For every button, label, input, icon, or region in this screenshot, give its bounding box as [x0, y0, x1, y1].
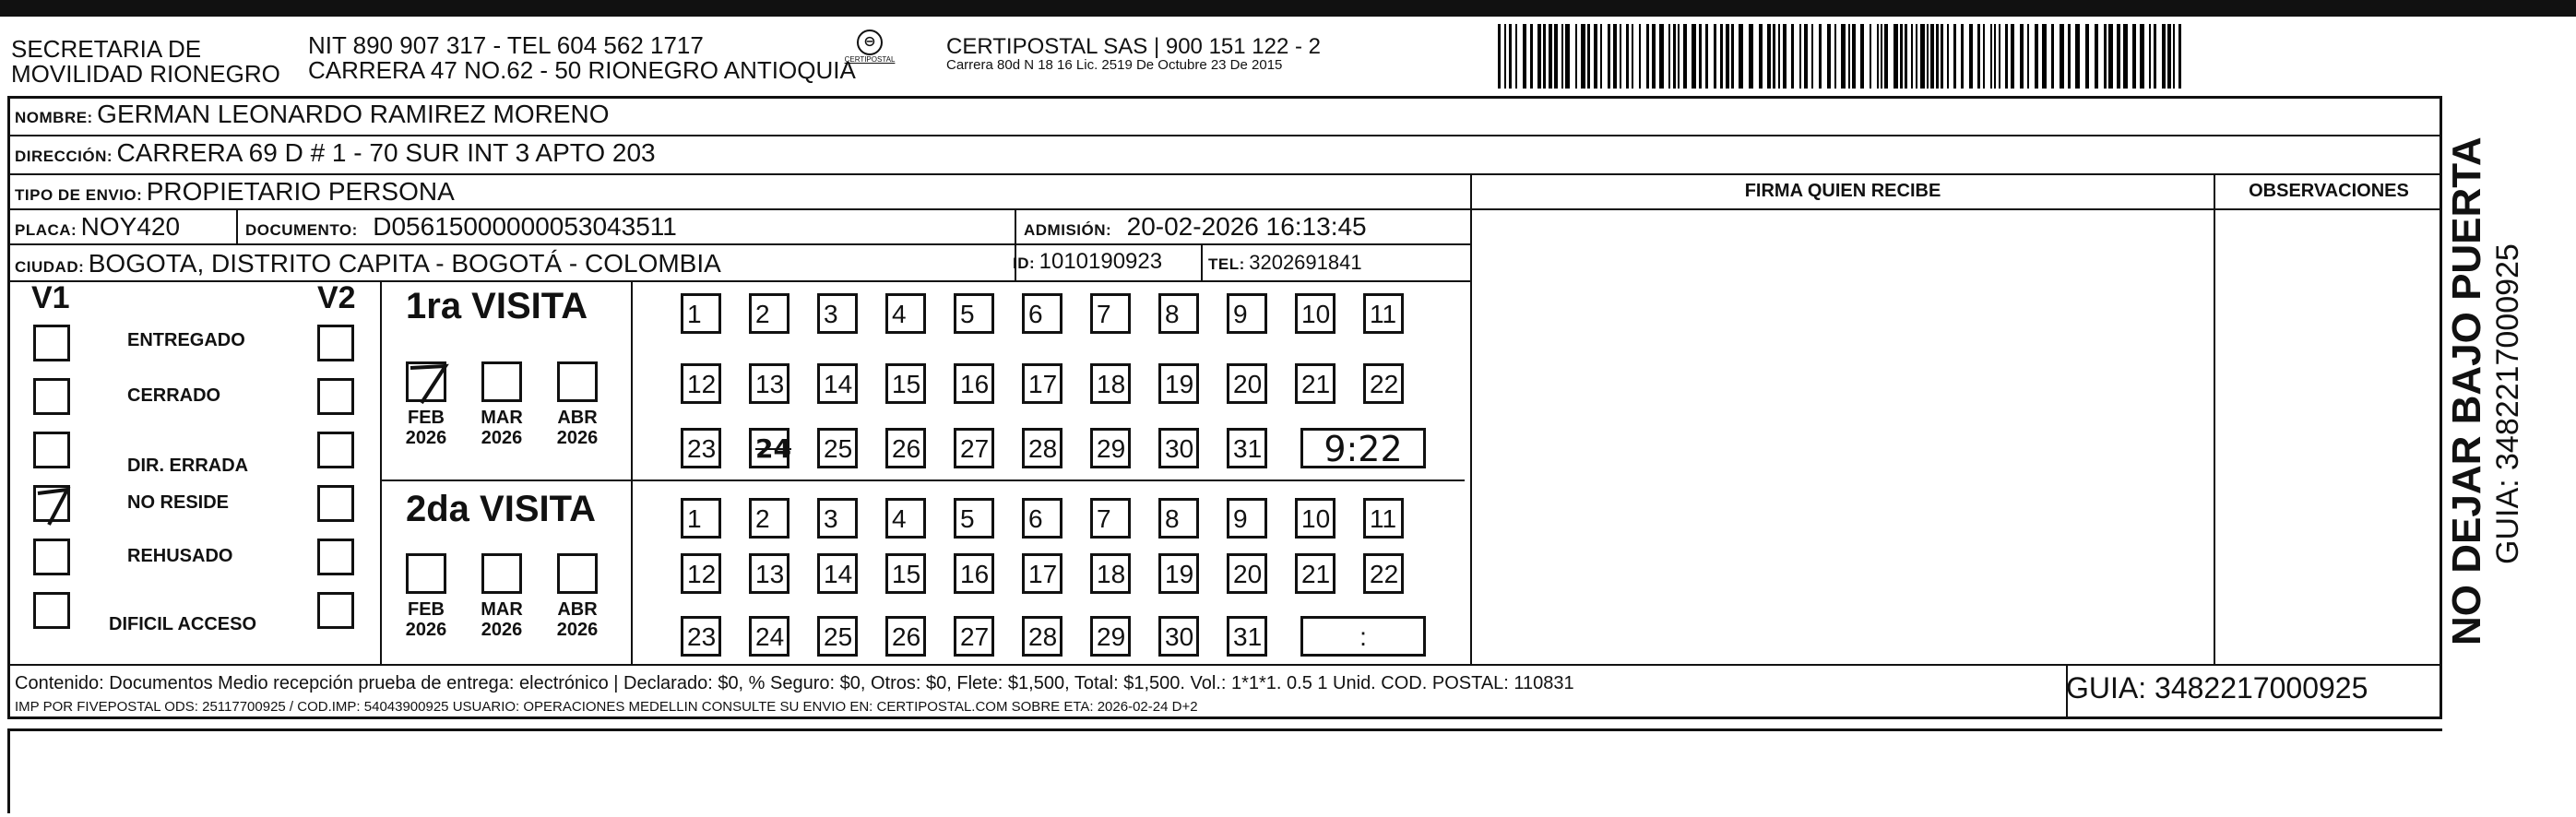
id-field: [1013, 249, 1162, 275]
day-box[interactable]: 28: [1022, 428, 1062, 468]
day-box[interactable]: 12: [681, 553, 721, 594]
day-box[interactable]: 7: [1090, 498, 1131, 539]
ciudad-label: CIUDAD:: [15, 258, 85, 276]
day-box[interactable]: 13: [749, 553, 789, 594]
day-box[interactable]: 5: [954, 293, 994, 334]
row-divider: [7, 135, 2442, 136]
nombre-row: [15, 100, 610, 129]
status-label: DIFICIL ACCESO: [109, 614, 257, 634]
ciudad-field: [15, 249, 721, 278]
day-box[interactable]: 22: [1363, 363, 1404, 404]
day-box[interactable]: 11: [1363, 293, 1404, 334]
side-notice: NO DEJAR BAJO PUERTA: [2444, 136, 2489, 645]
nit-line: NIT 890 907 317 - TEL 604 562 1717: [308, 31, 704, 59]
v2-checkbox[interactable]: [317, 592, 354, 629]
day-box[interactable]: 9: [1227, 498, 1267, 539]
month-checkbox[interactable]: [481, 553, 522, 594]
admision-value: 20-02-2026 16:13:45: [1126, 212, 1367, 241]
tipo-envio-value: PROPIETARIO PERSONA: [146, 177, 455, 206]
col-divider: [2214, 173, 2215, 664]
month-checkbox[interactable]: [406, 361, 446, 402]
bottom-blank-box: [7, 728, 2442, 813]
v1-checkbox[interactable]: [33, 485, 70, 522]
day-box[interactable]: 30: [1158, 616, 1199, 657]
day-box[interactable]: 24: [749, 616, 789, 657]
tel-label: TEL:: [1208, 255, 1245, 273]
nombre-label: NOMBRE:: [15, 109, 93, 126]
row-divider: [7, 280, 1472, 282]
month-label: MAR 2026: [481, 408, 523, 448]
visit2-title: 2da VISITA: [406, 489, 596, 529]
top-black-bar: [0, 0, 2576, 17]
day-box[interactable]: 30: [1158, 428, 1199, 468]
day-box[interactable]: 29: [1090, 616, 1131, 657]
org-contact: [308, 33, 856, 84]
day-box[interactable]: 23: [681, 428, 721, 468]
id-value: 1010190923: [1039, 249, 1163, 274]
day-box[interactable]: 18: [1090, 553, 1131, 594]
ciudad-value: BOGOTA, DISTRITO CAPITA - BOGOTÁ - COLOMBIA: [88, 249, 721, 278]
day-box[interactable]: 3: [817, 498, 858, 539]
visit1-title: 1ra VISITA: [406, 286, 588, 326]
day-box[interactable]: 4: [885, 293, 926, 334]
month-label: FEB 2026: [405, 599, 447, 640]
day-box[interactable]: 3: [817, 293, 858, 334]
day-box[interactable]: 15: [885, 363, 926, 404]
day-box[interactable]: 22: [1363, 553, 1404, 594]
month-checkbox[interactable]: [481, 361, 522, 402]
month-checkbox[interactable]: [557, 553, 598, 594]
day-box[interactable]: 5: [954, 498, 994, 539]
day-box[interactable]: 12: [681, 363, 721, 404]
status-label: DIR. ERRADA: [127, 456, 249, 476]
month-label: FEB 2026: [405, 408, 447, 448]
day-box[interactable]: 19: [1158, 553, 1199, 594]
v1-header: V1: [31, 280, 70, 315]
org-line2: MOVILIDAD RIONEGRO: [11, 60, 280, 89]
day-box[interactable]: 24: [749, 428, 789, 468]
footer-content-line: Contenido: Documentos Medio recepción prueba de entrega: electrónico | Declarado: $0, % Seguro: $0, Otros: $0, Flete: $1,500, Total: $1,500. Vol.: 1*1*1. 0.5 1 Unid. COD. POSTAL: 110831: [15, 673, 1574, 693]
time-box[interactable]: 9:22: [1300, 428, 1426, 468]
day-box[interactable]: 6: [1022, 498, 1062, 539]
carrier-line2: Carrera 80d N 18 16 Lic. 2519 De Octubre 23 De 2015: [946, 57, 1283, 74]
nombre-value: GERMAN LEONARDO RAMIREZ MORENO: [97, 100, 610, 128]
day-box[interactable]: 2: [749, 498, 789, 539]
day-box[interactable]: 29: [1090, 428, 1131, 468]
status-label: REHUSADO: [127, 546, 233, 566]
documento-label: DOCUMENTO:: [245, 221, 358, 239]
logo-text: CERTIPOSTAL: [844, 55, 896, 64]
day-box[interactable]: 10: [1295, 498, 1335, 539]
month-label: ABR 2026: [556, 408, 599, 448]
day-box[interactable]: 26: [885, 428, 926, 468]
day-box[interactable]: 2: [749, 293, 789, 334]
day-box[interactable]: 8: [1158, 498, 1199, 539]
day-box[interactable]: 14: [817, 553, 858, 594]
day-box[interactable]: 14: [817, 363, 858, 404]
admision-label: ADMISIÓN:: [1024, 221, 1112, 239]
v1-checkbox[interactable]: [33, 432, 70, 468]
v2-checkbox[interactable]: [317, 485, 354, 522]
day-box[interactable]: 20: [1227, 553, 1267, 594]
v1-checkbox[interactable]: [33, 592, 70, 629]
placa-field: [15, 212, 180, 242]
row-divider: [7, 664, 2442, 666]
day-box[interactable]: 19: [1158, 363, 1199, 404]
col-divider: [380, 280, 382, 664]
day-box[interactable]: 20: [1227, 363, 1267, 404]
day-box[interactable]: 11: [1363, 498, 1404, 539]
id-label: ID:: [1013, 255, 1036, 272]
day-box[interactable]: 27: [954, 428, 994, 468]
day-box[interactable]: 21: [1295, 363, 1335, 404]
col-divider: [1470, 173, 1472, 664]
row-divider: [7, 243, 1472, 245]
day-box[interactable]: 9: [1227, 293, 1267, 334]
row-divider: [7, 208, 2442, 210]
time-box[interactable]: :: [1300, 616, 1426, 657]
day-box[interactable]: 25: [817, 616, 858, 657]
day-box[interactable]: 23: [681, 616, 721, 657]
documento-field: [245, 212, 677, 242]
v1-checkbox[interactable]: [33, 325, 70, 361]
day-box[interactable]: 17: [1022, 553, 1062, 594]
status-label: CERRADO: [127, 385, 221, 406]
month-label: ABR 2026: [556, 599, 599, 640]
tel-value: 3202691841: [1249, 251, 1362, 274]
month-label: MAR 2026: [481, 599, 523, 640]
v2-checkbox[interactable]: [317, 432, 354, 468]
day-box[interactable]: 8: [1158, 293, 1199, 334]
day-box[interactable]: 13: [749, 363, 789, 404]
day-box[interactable]: 18: [1090, 363, 1131, 404]
month-checkbox[interactable]: [406, 553, 446, 594]
org-name: [11, 37, 280, 88]
barcode: [1498, 24, 2199, 89]
day-box[interactable]: 1: [681, 293, 721, 334]
col-divider: [631, 280, 633, 664]
day-box[interactable]: 6: [1022, 293, 1062, 334]
day-box[interactable]: 27: [954, 616, 994, 657]
v1-checkbox[interactable]: [33, 539, 70, 575]
direccion-row: [15, 138, 656, 168]
day-box[interactable]: 15: [885, 553, 926, 594]
direccion-value: CARRERA 69 D # 1 - 70 SUR INT 3 APTO 203: [116, 138, 656, 167]
day-box[interactable]: 10: [1295, 293, 1335, 334]
row-divider: [380, 480, 1465, 481]
tipo-envio-row: [15, 177, 455, 207]
carrier-info: [946, 35, 1321, 73]
day-box[interactable]: 16: [954, 553, 994, 594]
status-label: ENTREGADO: [127, 330, 245, 350]
guia-number: GUIA: 3482217000925: [2066, 671, 2368, 705]
documento-value: D05615000000053043511: [373, 212, 677, 241]
col-divider: [1201, 243, 1203, 280]
logo-icon: ⊖: [857, 30, 883, 55]
side-guia: GUIA: 3482217000925: [2490, 243, 2525, 564]
firma-header: FIRMA QUIEN RECIBE: [1744, 181, 1941, 201]
day-box[interactable]: 4: [885, 498, 926, 539]
day-box[interactable]: 28: [1022, 616, 1062, 657]
col-divider: [236, 208, 238, 245]
direccion-label: DIRECCIÓN:: [15, 148, 113, 165]
v2-header: V2: [317, 280, 356, 315]
observaciones-header: OBSERVACIONES: [2249, 181, 2409, 201]
day-box[interactable]: 16: [954, 363, 994, 404]
day-box[interactable]: 17: [1022, 363, 1062, 404]
admision-field: [1024, 212, 1367, 242]
day-box[interactable]: 7: [1090, 293, 1131, 334]
day-box[interactable]: 25: [817, 428, 858, 468]
day-box[interactable]: 26: [885, 616, 926, 657]
address-line: CARRERA 47 NO.62 - 50 RIONEGRO ANTIOQUIA: [308, 56, 856, 85]
day-box[interactable]: 31: [1227, 428, 1267, 468]
day-box[interactable]: 1: [681, 498, 721, 539]
carrier-line1: CERTIPOSTAL SAS | 900 151 122 - 2: [946, 34, 1321, 59]
placa-label: PLACA:: [15, 221, 77, 239]
day-box[interactable]: 21: [1295, 553, 1335, 594]
v2-checkbox[interactable]: [317, 539, 354, 575]
v2-checkbox[interactable]: [317, 378, 354, 415]
placa-value: NOY420: [80, 212, 181, 241]
v1-checkbox[interactable]: [33, 378, 70, 415]
status-label: NO RESIDE: [127, 492, 230, 513]
certipostal-logo: [837, 30, 902, 76]
org-line1: SECRETARIA DE: [11, 35, 202, 63]
v2-checkbox[interactable]: [317, 325, 354, 361]
tel-field: [1208, 251, 1362, 275]
footer-print-line: IMP POR FIVEPOSTAL ODS: 25117700925 / COD.IMP: 54043900925 USUARIO: OPERACIONES MEDELLIN CONSULTE SU ENVIO EN: CERTIPOSTAL.COM SOBRE ETA: 2026-02-24 D+2: [15, 699, 1198, 715]
row-divider: [7, 173, 2442, 175]
tipo-envio-label: TIPO DE ENVIO:: [15, 186, 143, 204]
month-checkbox[interactable]: [557, 361, 598, 402]
day-box[interactable]: 31: [1227, 616, 1267, 657]
